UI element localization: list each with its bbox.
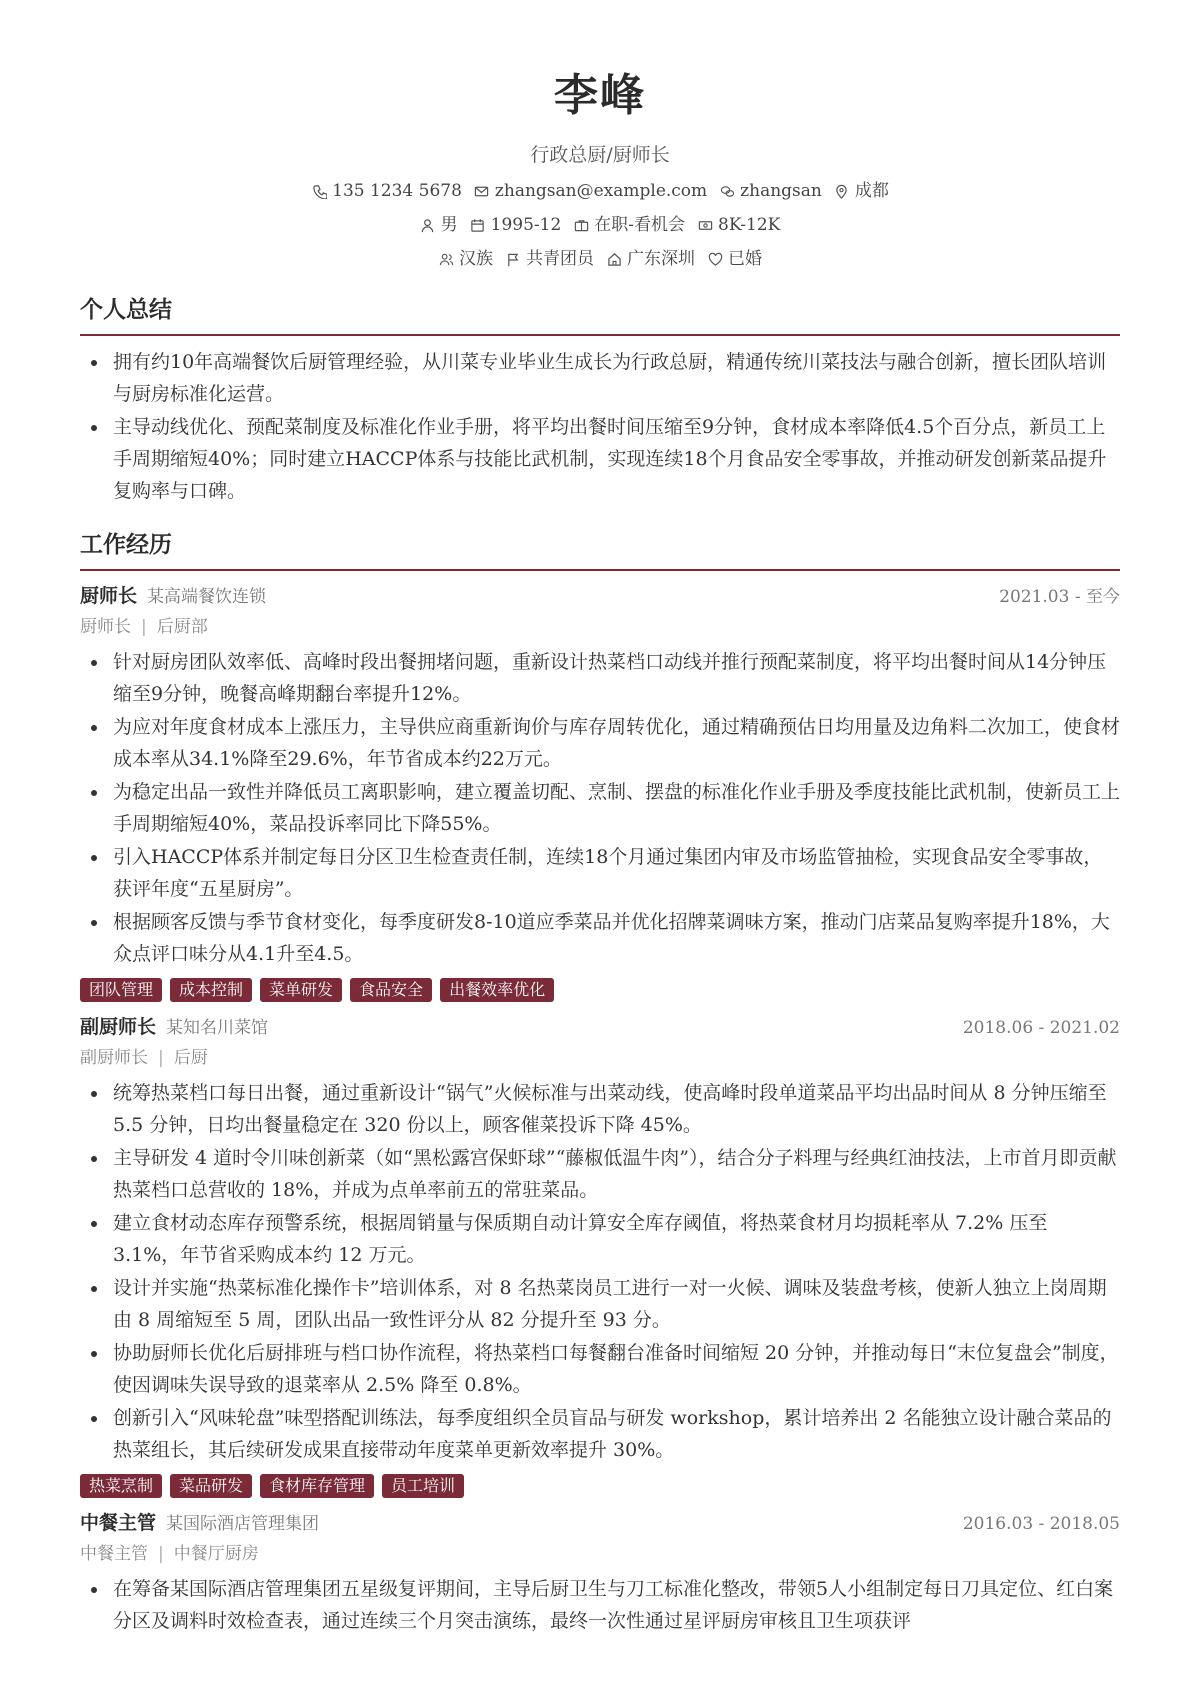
info-item bbox=[606, 246, 695, 272]
info-item bbox=[438, 246, 493, 272]
info-item bbox=[470, 212, 562, 238]
achievement-item: 引入HACCP体系并制定每日分区卫生检查责任制，连续18个月通过集团内审及市场监管抽检，实现食品安全零事故，获评年度“五星厨房”。 bbox=[80, 841, 1120, 905]
job-entry bbox=[80, 1508, 1120, 1637]
job-achievements bbox=[80, 646, 1120, 970]
info-item bbox=[311, 178, 462, 204]
info-item bbox=[573, 212, 685, 238]
job-header bbox=[80, 1012, 1120, 1043]
info-text: 已婚 bbox=[728, 249, 762, 269]
job-achievements bbox=[80, 1077, 1120, 1466]
job-list bbox=[80, 581, 1120, 1637]
info-text: 在职-看机会 bbox=[594, 215, 686, 235]
job-company: 某国际酒店管理集团 bbox=[166, 1514, 320, 1534]
achievement-item: 统筹热菜档口每日出餐，通过重新设计“锅气”火候标准与出菜动线，使高峰时段单道菜品平均出品时间从 8 分钟压缩至 5.5 分钟，日均出餐量稳定在 320 份以上，顾客催菜投诉下降 45%。 bbox=[80, 1077, 1120, 1141]
achievement-item: 为应对年度食材成本上涨压力，主导供应商重新询价与库存周转优化，通过精确预估日均用量及边角料二次加工，使食材成本率从34.1%降至29.6%，年节省成本约22万元。 bbox=[80, 711, 1120, 775]
info-item bbox=[697, 212, 780, 238]
salary-icon bbox=[697, 217, 713, 233]
candidate-name: 李峰 bbox=[554, 70, 646, 121]
achievement-item: 建立食材动态库存预警系统，根据周销量与保质期自动计算安全库存阈值，将热菜食材月均损耗率从 7.2% 压至 3.1%，年节省采购成本约 12 万元。 bbox=[80, 1207, 1120, 1271]
resume-header bbox=[80, 0, 1120, 272]
achievement-item: 在筹备某国际酒店管理集团五星级复评期间，主导后厨卫生与刀工标准化整改，带领5人小组制定每日刀具定位、红白案分区及调料时效检查表，通过连续三个月突击演练，最终一次性通过星评厨房审核且卫生项获评 bbox=[80, 1573, 1120, 1637]
info-text: 共青团员 bbox=[526, 249, 594, 269]
summary-section bbox=[80, 294, 1120, 507]
info-text: 成都 bbox=[854, 181, 889, 201]
info-text: 汉族 bbox=[459, 249, 493, 269]
job-position-line bbox=[80, 1539, 1120, 1569]
job-position: 厨师长 bbox=[80, 617, 131, 637]
job-company: 某高端餐饮连锁 bbox=[147, 587, 267, 607]
job-heading bbox=[80, 581, 266, 612]
job-heading bbox=[80, 1012, 268, 1043]
info-item bbox=[474, 178, 707, 204]
achievement-item: 根据顾客反馈与季节食材变化，每季度研发8-10道应季菜品并优化招牌菜调味方案，推动门店菜品复购率提升18%，大众点评口味分从4.1升至4.5。 bbox=[80, 906, 1120, 970]
mail-icon bbox=[474, 183, 490, 199]
heart-icon bbox=[707, 251, 723, 267]
achievement-item: 设计并实施“热菜标准化操作卡”培训体系，对 8 名热菜岗员工进行一对一火候、调味及装盘考核，使新人独立上岗周期由 8 周缩短至 5 周，团队出品一致性评分从 82 分提升至 93 分。 bbox=[80, 1272, 1120, 1336]
personal-info-row bbox=[80, 212, 1120, 238]
job-date: 2018.06 - 2021.02 bbox=[962, 1018, 1120, 1038]
location-icon bbox=[834, 183, 850, 199]
skill-tag: 食材库存管理 bbox=[260, 1474, 374, 1498]
info-text: zhangsan bbox=[740, 181, 822, 201]
divider: | bbox=[141, 617, 147, 637]
flag-icon bbox=[505, 251, 521, 267]
job-company: 某知名川菜馆 bbox=[166, 1018, 269, 1038]
people-icon bbox=[438, 251, 454, 267]
skill-tag: 菜单研发 bbox=[260, 978, 342, 1002]
phone-icon bbox=[311, 183, 327, 199]
info-text: 广东深圳 bbox=[627, 249, 695, 269]
calendar-icon bbox=[470, 217, 486, 233]
background-info-row bbox=[80, 246, 1120, 272]
skill-tags bbox=[80, 1474, 1120, 1498]
briefcase-icon bbox=[573, 217, 589, 233]
info-text: 135 1234 5678 bbox=[332, 181, 462, 201]
divider: | bbox=[158, 1048, 164, 1068]
section-title-experience: 工作经历 bbox=[80, 529, 1120, 571]
user-icon bbox=[420, 217, 436, 233]
info-text: 1995-12 bbox=[490, 215, 562, 235]
info-text: 8K-12K bbox=[718, 215, 781, 235]
skill-tag: 食品安全 bbox=[350, 978, 432, 1002]
job-department: 后厨部 bbox=[156, 617, 208, 637]
home-icon bbox=[606, 251, 622, 267]
info-text: 男 bbox=[440, 215, 458, 235]
achievement-item: 创新引入“风味轮盘”味型搭配训练法，每季度组织全员盲品与研发 workshop，累计培养出 2 名能独立设计融合菜品的热菜组长，其后续研发成果直接带动年度菜单更新效率提升 30%。 bbox=[80, 1402, 1120, 1466]
job-department: 后厨 bbox=[173, 1048, 208, 1068]
skill-tag: 出餐效率优化 bbox=[440, 978, 554, 1002]
skill-tags bbox=[80, 978, 1120, 1002]
info-item bbox=[420, 212, 458, 238]
job-header bbox=[80, 581, 1120, 612]
job-date: 2021.03 - 至今 bbox=[999, 587, 1120, 607]
info-text: zhangsan@example.com bbox=[494, 181, 708, 201]
summary-item: 主导动线优化、预配菜制度及标准化作业手册，将平均出餐时间压缩至9分钟，食材成本率降低4.5个百分点，新员工上手周期缩短40%；同时建立HACCP体系与技能比武机制，实现连续18个月食品安全零事故，并推动研发创新菜品提升复购率与口碑。 bbox=[80, 411, 1120, 507]
job-entry bbox=[80, 581, 1120, 1002]
skill-tag: 团队管理 bbox=[80, 978, 162, 1002]
summary-list bbox=[80, 346, 1120, 507]
wechat-icon bbox=[719, 183, 735, 199]
summary-item: 拥有约10年高端餐饮后厨管理经验，从川菜专业毕业生成长为行政总厨，精通传统川菜技法与融合创新，擅长团队培训与厨房标准化运营。 bbox=[80, 346, 1120, 410]
achievement-item: 针对厨房团队效率低、高峰时段出餐拥堵问题，重新设计热菜档口动线并推行预配菜制度，将平均出餐时间从14分钟压缩至9分钟，晚餐高峰期翻台率提升12%。 bbox=[80, 646, 1120, 710]
job-achievements bbox=[80, 1573, 1120, 1637]
achievement-item: 为稳定出品一致性并降低员工离职影响，建立覆盖切配、烹制、摆盘的标准化作业手册及季度技能比武机制，使新员工上手周期缩短40%，菜品投诉率同比下降55%。 bbox=[80, 776, 1120, 840]
achievement-item: 主导研发 4 道时令川味创新菜（如“黑松露宫保虾球”“藤椒低温牛肉”），结合分子料理与经典红油技法，上市首月即贡献热菜档口总营收的 18%，并成为点单率前五的常驻菜品。 bbox=[80, 1142, 1120, 1206]
contact-row bbox=[80, 178, 1120, 204]
job-position-line bbox=[80, 1043, 1120, 1073]
skill-tag: 菜品研发 bbox=[170, 1474, 252, 1498]
job-department: 中餐厅厨房 bbox=[173, 1544, 259, 1564]
skill-tag: 成本控制 bbox=[170, 978, 252, 1002]
job-date: 2016.03 - 2018.05 bbox=[962, 1514, 1120, 1534]
job-role: 厨师长 bbox=[80, 585, 138, 607]
target-title: 行政总厨/厨师长 bbox=[530, 144, 670, 166]
job-entry bbox=[80, 1012, 1120, 1498]
job-position-line bbox=[80, 612, 1120, 642]
info-item bbox=[707, 246, 762, 272]
job-role: 副厨师长 bbox=[80, 1016, 157, 1038]
job-heading bbox=[80, 1508, 319, 1539]
skill-tag: 热菜烹制 bbox=[80, 1474, 162, 1498]
experience-section bbox=[80, 529, 1120, 1637]
divider: | bbox=[158, 1544, 164, 1564]
info-item bbox=[834, 178, 889, 204]
job-role: 中餐主管 bbox=[80, 1512, 157, 1534]
info-item bbox=[505, 246, 594, 272]
job-position: 中餐主管 bbox=[80, 1544, 148, 1564]
skill-tag: 员工培训 bbox=[382, 1474, 464, 1498]
job-header bbox=[80, 1508, 1120, 1539]
job-position: 副厨师长 bbox=[80, 1048, 148, 1068]
info-item bbox=[719, 178, 822, 204]
achievement-item: 协助厨师长优化后厨排班与档口协作流程，将热菜档口每餐翻台准备时间缩短 20 分钟，并推动每日“末位复盘会”制度，使因调味失误导致的退菜率从 2.5% 降至 0.8%。 bbox=[80, 1337, 1120, 1401]
section-title-summary: 个人总结 bbox=[80, 294, 1120, 336]
